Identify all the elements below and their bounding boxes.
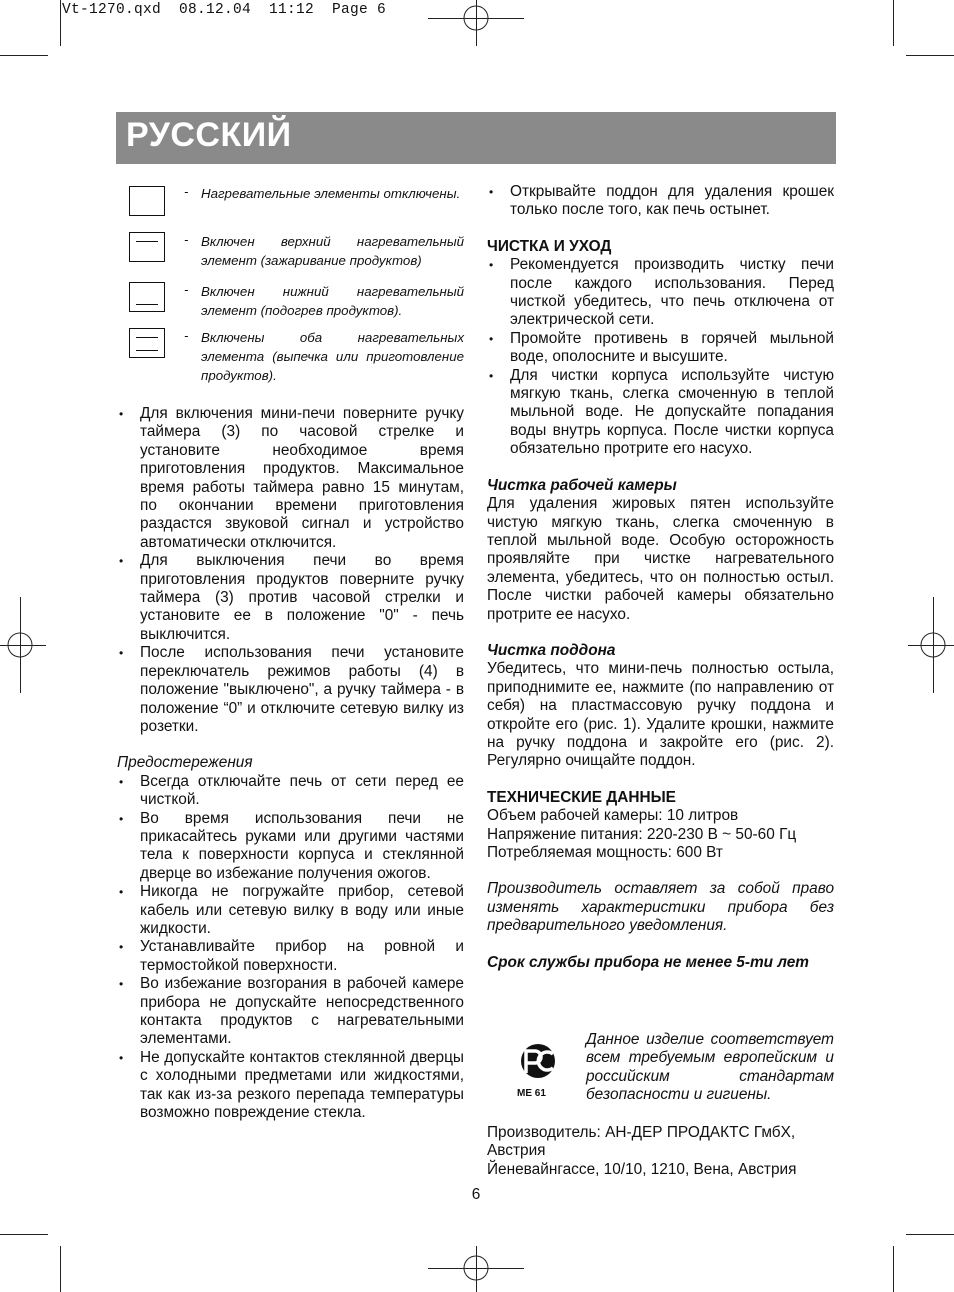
warnings-heading: Предостережения [117,754,253,772]
mode-row-bottom [117,282,464,328]
mode-description: Нагревательные элементы отключены. [201,186,461,201]
spec-line: Напряжение питания: 220-230 В ~ 50-60 Гц [487,825,797,843]
tray-text: Убедитесь, что мини-печь полностью остыла, приподнимите ее, нажмите (по направлению от себя) на пластмассовую ручку поддона и откройте его (рис. 1). Удалите крошки, нажмите на ручку поддона и закройте его (рис. 2). Регулярно очищайте поддон. [487,660,834,770]
manufacturer-block [487,1124,834,1179]
cleaning-item: • Для чистки корпуса используйте чистую мягкую ткань, слегка смоченную в теплой мыльной воде. Не допускайте попадания воды внутрь корпуса. После чистки корпуса обязательно протрите его насухо. [487,367,834,459]
mode-dash: - [184,184,189,199]
service-life: Срок службы прибора не менее 5-ти лет [487,953,809,971]
mode-dash: - [184,328,189,343]
cleaning-heading: ЧИСТКА И УХОД [487,237,612,255]
registration-mark-right [918,630,948,660]
usage-item: • После использования печи установите переключатель режимов работы (4) в положение "выключено", а ручку таймера - в положение “0” и отключите сетевую вилку из розетки. [117,644,464,736]
spec-line: Объем рабочей камеры: 10 литров [487,807,739,825]
tray-heading: Чистка поддона [487,641,616,659]
warning-item: • Во избежание возгорания в рабочей камере прибора не допускайте непосредственного контакта продуктов с нагревательными элементами. [117,975,464,1049]
mode-row-off [117,184,464,230]
manufacturer-line: Производитель: АН-ДЕР ПРОДАКТС ГмбХ, Австрия [487,1124,796,1160]
disclaimer: Производитель оставляет за собой право изменять характеристики прибора без предварительного уведомления. [487,880,834,935]
left-column [117,405,464,1122]
manufacturer-line: Йеневайнгассе, 10/10, 1210, Вена, Австрия [487,1160,797,1178]
language-title-bar [116,112,836,164]
rst-mark-icon [513,1043,563,1098]
cert-text: Данное изделие соответствует всем требуемым европейским и российским стандартам безопасности и гигиены. [586,1031,834,1104]
registration-mark-top [461,3,491,33]
warning-item: • Всегда отключайте печь от сети перед ее чисткой. [117,773,464,810]
page-number: 6 [471,1186,481,1203]
specs-heading: ТЕХНИЧЕСКИЕ ДАННЫЕ [487,788,676,806]
rst-certification-logo [513,1043,563,1098]
mode-row-both [117,328,464,383]
chamber-text: Для удаления жировых пятен используйте чистую мягкую ткань, слегка смоченную в теплой мыльной воде. Особую осторожность проявляйте при чистке нагревательного элемента, убедитесь, что он полностью остыл. После чистки рабочей камеры обязательно протрите ее насухо. [487,495,834,623]
mode-dash: - [184,232,189,247]
chamber-heading: Чистка рабочей камеры [487,476,677,494]
warning-item: • Устанавливайте прибор на ровной и термостойкой поверхности. [117,938,464,975]
mode-description: Включен верхний нагревательный элемент (зажаривание продуктов) [201,234,464,268]
cleaning-item: • Промойте противень в горячей мыльной воде, ополосните и высушите. [487,330,834,367]
mode-dash: - [184,282,189,297]
top-heater-icon [129,232,165,262]
cert-code: МЕ 61 [517,1088,546,1098]
language-title: РУССКИЙ [126,116,292,154]
warning-item: • Никогда не погружайте прибор, сетевой кабель или сетевую вилку в воду или иные жидкости. [117,883,464,938]
usage-item: • Для выключения печи во время приготовления продуктов поверните ручку таймера (3) против часовой стрелки и установите ее в положение "0" - печь выключится. [117,552,464,644]
registration-mark-bottom [461,1253,491,1283]
mode-description: Включены оба нагревательных элемента (выпечка или приготовление продуктов). [201,330,464,383]
spec-line: Потребляемая мощность: 600 Вт [487,844,723,861]
tray-note: • Открывайте поддон для удаления крошек только после того, как печь остынет. [487,183,834,220]
right-column [487,183,834,972]
cleaning-item: • Рекомендуется производить чистку печи после каждого использования. Перед чисткой убедитесь, что печь отключена от электрической сети. [487,256,834,330]
warning-item: • Во время использования печи не прикасайтесь руками или другими частями тела к поверхности корпуса и стеклянной дверце во избежание получения ожогов. [117,810,464,884]
file-slug: Vt-1270.qxd 08.12.04 11:12 Page 6 [62,2,387,18]
registration-mark-left [5,630,35,660]
empty-box-icon [129,186,165,216]
usage-item: • Для включения мини-печи поверните ручку таймера (3) по часовой стрелке и установите необходимое время приготовления продуктов. Максимальное время работы таймера равно 15 минутам, по окончании времени приготовления раздастся звуковой сигнал и устройство автоматически отключится. [117,405,464,552]
bottom-heater-icon [129,282,165,312]
mode-description: Включен нижний нагревательный элемент (подогрев продуктов). [201,284,464,318]
both-heaters-icon [129,328,165,358]
warning-item: • Не допускайте контактов стеклянной дверцы с холодными предметами или жидкостями, так как из-за резкого перепада температуры возможно повреждение стекла. [117,1049,464,1123]
mode-row-top [117,232,464,278]
